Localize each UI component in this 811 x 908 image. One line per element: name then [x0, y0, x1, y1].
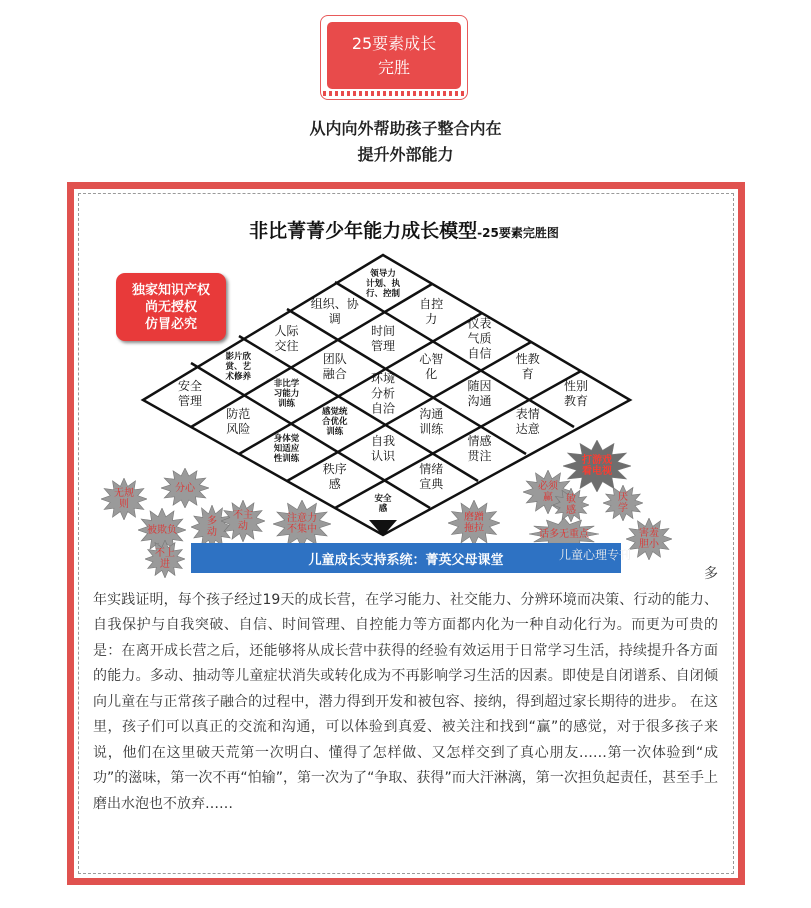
- lattice-cell: 沟通 训练: [419, 406, 444, 436]
- lattice-cell: 表情 达意: [515, 406, 540, 436]
- burst-label: 注意力 不集中: [287, 513, 317, 535]
- burst-label: 不上 进: [155, 548, 175, 570]
- subtitle-line-1: 从内向外帮助孩子整合内在: [309, 119, 502, 138]
- lattice-cell: 影片欣 赏、艺 术修养: [225, 351, 252, 382]
- burst-label: 分心: [175, 482, 195, 494]
- lattice-cell: 防范 风险: [226, 406, 251, 436]
- problem-burst: [553, 488, 589, 522]
- lattice-cell: 非比学 习能力 训练: [273, 379, 300, 409]
- lattice-cell: 领导力 计划、执 行、控制: [365, 269, 401, 299]
- support-system-bar: 儿童成长支持系统：菁英父母课堂: [191, 543, 621, 573]
- lattice-cell: 身体觉 知适应 性训练: [273, 434, 300, 464]
- lattice-cell: 环境 分析 自洽: [370, 371, 396, 416]
- burst-label: 磨蹭 拖拉: [464, 512, 484, 534]
- article-first-char: 多: [704, 566, 718, 582]
- burst-label: 敏 感: [566, 494, 576, 516]
- problem-burst: [626, 518, 672, 560]
- lattice-cell: 感觉统 合优化 训练: [321, 406, 348, 437]
- lattice-cell: 自控 力: [419, 296, 444, 326]
- lattice-cell: 自我 认识: [370, 434, 396, 463]
- badge-line-2: 完胜: [377, 57, 410, 77]
- problem-burst: [221, 500, 265, 542]
- stamp-line-1: 独家知识产权: [131, 282, 210, 298]
- burst-label: 打游戏 看电视: [582, 455, 612, 477]
- badge-line-1: 25要素成长: [351, 33, 437, 53]
- watermark: 儿童心理专刊: [559, 548, 632, 562]
- badge-stripe: [323, 91, 465, 96]
- problem-burst: [161, 468, 209, 508]
- article-body: [93, 562, 718, 817]
- lattice-cell: 团队 融合: [322, 351, 347, 381]
- diagram-title-main: 非比菁菁少年能力成长模型: [249, 220, 478, 242]
- lattice-cell: 心智 化: [419, 351, 444, 381]
- problem-burst: [273, 500, 331, 548]
- burst-label: 害羞 胆小: [639, 528, 659, 550]
- burst-label: 厌 学: [618, 492, 628, 514]
- problem-burst: [603, 485, 643, 521]
- lattice-cell: 性教 育: [515, 351, 540, 381]
- lattice-cell: 组织、协 调: [310, 296, 359, 326]
- burst-label: 被欺负: [147, 524, 177, 536]
- growth-model-diagram: [93, 200, 715, 580]
- badge-body: [327, 22, 461, 89]
- lattice-cell: 情绪 宣典: [419, 461, 444, 491]
- article-paragraph: 年实践证明，每个孩子经过19天的成长营，在学习能力、社交能力、分辨环境而决策、行动的能力、自我保护与自我突破、自信、时间管理、自控能力等方面都内化为一种自动化行为。而更为可贵的是：在离开成长营之后，还能够将从成长营中获得的经验有效运用于日常学习生活，持续提升各方面的能力。多动、抽动等儿童症状消失或转化成为不再影响学习生活的因素。即使是自闭谱系、自闭倾向儿童在与正常孩子融合的过程中，潜力得到开发和被包容、接纳，得到超过家长期待的进步。 在这里，孩子们可以真正的交流和沟通，可以体验到真爱、被关注和找到“赢”的感觉，对于很多孩子来说，他们在这里破天荒第一次明白、懂得了怎样做、又怎样交到了真心朋友……第一次体验到“成功”的滋味，第一次不再“怕输”，第一次为了“争取、获得”而大汗淋漓，第一次担负起责任，甚至手上磨出水泡也不放弃……: [93, 591, 718, 812]
- lattice-cell: 随因 沟通: [467, 379, 492, 408]
- lattice-cell: 安全 管理: [177, 379, 203, 408]
- stamp-line-3: 仿冒必究: [144, 316, 197, 332]
- lattice-cell: 仪表 气质 自信: [467, 316, 492, 361]
- section-subtitle: [0, 116, 811, 168]
- diagram-title-suffix: -25要素完胜图: [477, 226, 559, 240]
- section-badge: [320, 15, 468, 100]
- stamp-line-2: 尚无授权: [144, 299, 197, 315]
- burst-label: 必须 赢: [538, 481, 558, 503]
- subtitle-line-2: 提升外部能力: [357, 145, 454, 164]
- lattice-bottom-arrow: [369, 520, 397, 536]
- lattice-cell: 秩序 感: [322, 461, 347, 491]
- lattice-cell: 安全 感: [374, 494, 392, 514]
- lattice-cell: 情感 贯注: [467, 434, 492, 463]
- burst-label: 不主 动: [233, 510, 253, 532]
- problem-burst: [448, 500, 500, 546]
- burst-label: 话多无重点: [539, 528, 589, 540]
- burst-label: 多 动: [207, 516, 217, 538]
- lattice-cell: 性别 教育: [563, 379, 589, 408]
- lattice-cell: 人际 交往: [274, 324, 299, 353]
- burst-label: 无规 则: [114, 488, 134, 510]
- lattice-cell: 时间 管理: [370, 324, 396, 353]
